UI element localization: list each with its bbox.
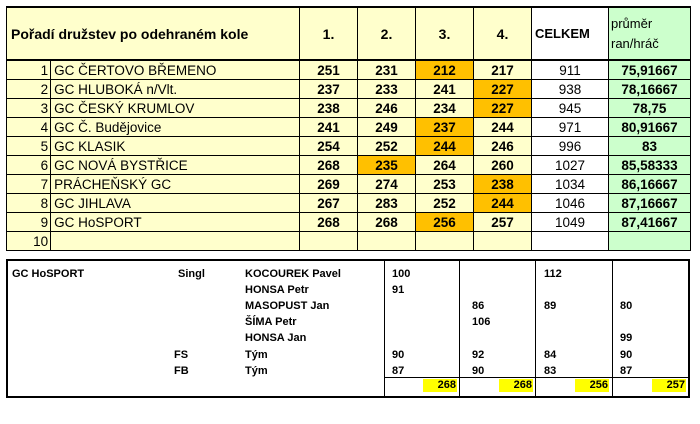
team-name-cell: GC ČESKÝ KRUMLOV bbox=[51, 99, 300, 118]
round-3-score-cell: 237 bbox=[416, 118, 474, 137]
round-2-score-cell: 246 bbox=[358, 99, 416, 118]
round-3-score-cell: 234 bbox=[416, 99, 474, 118]
total-cell: 996 bbox=[532, 137, 609, 156]
team-name-cell bbox=[51, 232, 300, 251]
round-3-score-cell: 256 bbox=[416, 213, 474, 232]
round-4-score-cell: 260 bbox=[474, 156, 532, 175]
rank-cell: 5 bbox=[7, 137, 51, 156]
round-4-score-cell: 244 bbox=[474, 194, 532, 213]
detail-team-name: GC HoSPORT bbox=[12, 268, 85, 280]
round-2-score-cell: 274 bbox=[358, 175, 416, 194]
average-cell: 83 bbox=[609, 137, 691, 156]
round-4-header: 4. bbox=[474, 7, 532, 60]
team-total-round-1: 268 bbox=[423, 379, 457, 392]
round-2-score-cell: 249 bbox=[358, 118, 416, 137]
player-name: MASOPUST Jan bbox=[245, 300, 330, 312]
round-4-score-cell: 246 bbox=[474, 137, 532, 156]
round-1-score-cell: 251 bbox=[300, 60, 358, 80]
round-3-score-cell: 241 bbox=[416, 80, 474, 99]
player-score-round-3: 112 bbox=[544, 268, 562, 280]
round-2-score-cell: 233 bbox=[358, 80, 416, 99]
round-1-score-cell: 269 bbox=[300, 175, 358, 194]
round-3-score-cell: 253 bbox=[416, 175, 474, 194]
average-cell: 80,91667 bbox=[609, 118, 691, 137]
total-cell: 1049 bbox=[532, 213, 609, 232]
rank-cell: 8 bbox=[7, 194, 51, 213]
table-row bbox=[7, 213, 691, 232]
table-row bbox=[7, 99, 691, 118]
table-row bbox=[7, 175, 691, 194]
player-score-round-1: 100 bbox=[392, 268, 411, 280]
round-2-score-cell: 283 bbox=[358, 194, 416, 213]
team-name-cell: GC HoSPORT bbox=[51, 213, 300, 232]
round-3-score-cell: 212 bbox=[416, 60, 474, 80]
rank-cell: 10 bbox=[7, 232, 51, 251]
average-cell: 78,75 bbox=[609, 99, 691, 118]
rank-cell: 3 bbox=[7, 99, 51, 118]
team-total-round-2: 268 bbox=[499, 379, 533, 392]
round-1-score-cell: 267 bbox=[300, 194, 358, 213]
fb-team-label: Tým bbox=[245, 365, 268, 377]
round-1-score-cell: 268 bbox=[300, 213, 358, 232]
table-row bbox=[7, 80, 691, 99]
player-name: ŠÍMA Petr bbox=[245, 316, 297, 328]
player-score-round-4: 99 bbox=[620, 332, 633, 344]
round-1-score-cell: 254 bbox=[300, 137, 358, 156]
round-4-score-cell: 227 bbox=[474, 80, 532, 99]
singl-label: Singl bbox=[178, 268, 205, 280]
average-cell: 75,91667 bbox=[609, 60, 691, 80]
total-cell: 971 bbox=[532, 118, 609, 137]
round-4-score-cell bbox=[474, 232, 532, 251]
round-4-score-cell: 238 bbox=[474, 175, 532, 194]
team-name-cell: GC KLASIK bbox=[51, 137, 300, 156]
round-2-score-cell: 252 bbox=[358, 137, 416, 156]
average-header: průměr ran/hráč bbox=[609, 7, 691, 60]
team-total-round-4: 257 bbox=[652, 379, 686, 392]
standings-table bbox=[6, 6, 691, 251]
table-row bbox=[7, 60, 691, 80]
round-2-score-cell: 235 bbox=[358, 156, 416, 175]
total-cell: 1027 bbox=[532, 156, 609, 175]
total-cell: 945 bbox=[532, 99, 609, 118]
round-3-score-cell: 264 bbox=[416, 156, 474, 175]
fs-label: FS bbox=[174, 349, 189, 361]
average-cell: 78,16667 bbox=[609, 80, 691, 99]
team-name-cell: GC JIHLAVA bbox=[51, 194, 300, 213]
fs-score-round-1: 90 bbox=[392, 349, 405, 361]
team-detail-panel bbox=[6, 259, 690, 398]
table-row bbox=[7, 194, 691, 213]
team-name-cell: PRÁCHEŇSKÝ GC bbox=[51, 175, 300, 194]
table-row bbox=[7, 137, 691, 156]
average-cell bbox=[609, 232, 691, 251]
round-2-score-cell bbox=[358, 232, 416, 251]
round-1-score-cell: 238 bbox=[300, 99, 358, 118]
player-name: KOCOUREK Pavel bbox=[245, 268, 341, 280]
round-2-score-cell: 231 bbox=[358, 60, 416, 80]
rank-cell: 9 bbox=[7, 213, 51, 232]
round-1-header: 1. bbox=[300, 7, 358, 60]
round-3-header: 3. bbox=[416, 7, 474, 60]
table-row bbox=[7, 232, 691, 251]
round-4-score-cell: 227 bbox=[474, 99, 532, 118]
round-3-score-cell bbox=[416, 232, 474, 251]
player-name: HONSA Petr bbox=[245, 284, 309, 296]
team-total-round-3: 256 bbox=[575, 379, 609, 392]
rank-cell: 4 bbox=[7, 118, 51, 137]
rank-cell: 2 bbox=[7, 80, 51, 99]
total-header: CELKEM bbox=[532, 7, 609, 60]
round-2-header: 2. bbox=[358, 7, 416, 60]
player-score-round-3: 89 bbox=[544, 300, 557, 312]
fb-score-round-4: 87 bbox=[620, 365, 633, 377]
fb-score-round-1: 87 bbox=[392, 365, 405, 377]
player-score-round-1: 91 bbox=[392, 284, 405, 296]
round-3-score-cell: 252 bbox=[416, 194, 474, 213]
team-name-cell: GC HLUBOKÁ n/Vlt. bbox=[51, 80, 300, 99]
fs-score-round-2: 92 bbox=[472, 349, 485, 361]
team-name-cell: GC Č. Budějovice bbox=[51, 118, 300, 137]
average-cell: 85,58333 bbox=[609, 156, 691, 175]
round-1-score-cell: 268 bbox=[300, 156, 358, 175]
total-cell bbox=[532, 232, 609, 251]
total-cell: 1034 bbox=[532, 175, 609, 194]
average-cell: 87,16667 bbox=[609, 194, 691, 213]
round-1-score-cell: 241 bbox=[300, 118, 358, 137]
round-4-score-cell: 244 bbox=[474, 118, 532, 137]
fs-score-round-4: 90 bbox=[620, 349, 633, 361]
rank-cell: 1 bbox=[7, 60, 51, 80]
round-3-score-cell: 244 bbox=[416, 137, 474, 156]
team-name-cell: GC NOVÁ BYSTŘICE bbox=[51, 156, 300, 175]
fs-score-round-3: 84 bbox=[544, 349, 557, 361]
round-4-score-cell: 217 bbox=[474, 60, 532, 80]
rank-cell: 7 bbox=[7, 175, 51, 194]
table-row bbox=[7, 118, 691, 137]
fs-team-label: Tým bbox=[245, 349, 268, 361]
round-4-score-cell: 257 bbox=[474, 213, 532, 232]
table-title: Pořadí družstev po odehraném kole bbox=[7, 7, 300, 60]
fb-score-round-3: 83 bbox=[544, 365, 557, 377]
team-name-cell: GC ČERTOVO BŘEMENO bbox=[51, 60, 300, 80]
round-1-score-cell bbox=[300, 232, 358, 251]
player-score-round-2: 86 bbox=[472, 300, 485, 312]
table-row bbox=[7, 156, 691, 175]
rank-cell: 6 bbox=[7, 156, 51, 175]
average-cell: 87,41667 bbox=[609, 213, 691, 232]
player-score-round-4: 80 bbox=[620, 300, 633, 312]
player-name: HONSA Jan bbox=[245, 332, 307, 344]
header-row bbox=[7, 7, 691, 60]
total-cell: 911 bbox=[532, 60, 609, 80]
round-2-score-cell: 268 bbox=[358, 213, 416, 232]
round-1-score-cell: 237 bbox=[300, 80, 358, 99]
fb-label: FB bbox=[174, 365, 189, 377]
player-score-round-2: 106 bbox=[472, 316, 491, 328]
total-cell: 938 bbox=[532, 80, 609, 99]
average-cell: 86,16667 bbox=[609, 175, 691, 194]
fb-score-round-2: 90 bbox=[472, 365, 485, 377]
total-cell: 1046 bbox=[532, 194, 609, 213]
